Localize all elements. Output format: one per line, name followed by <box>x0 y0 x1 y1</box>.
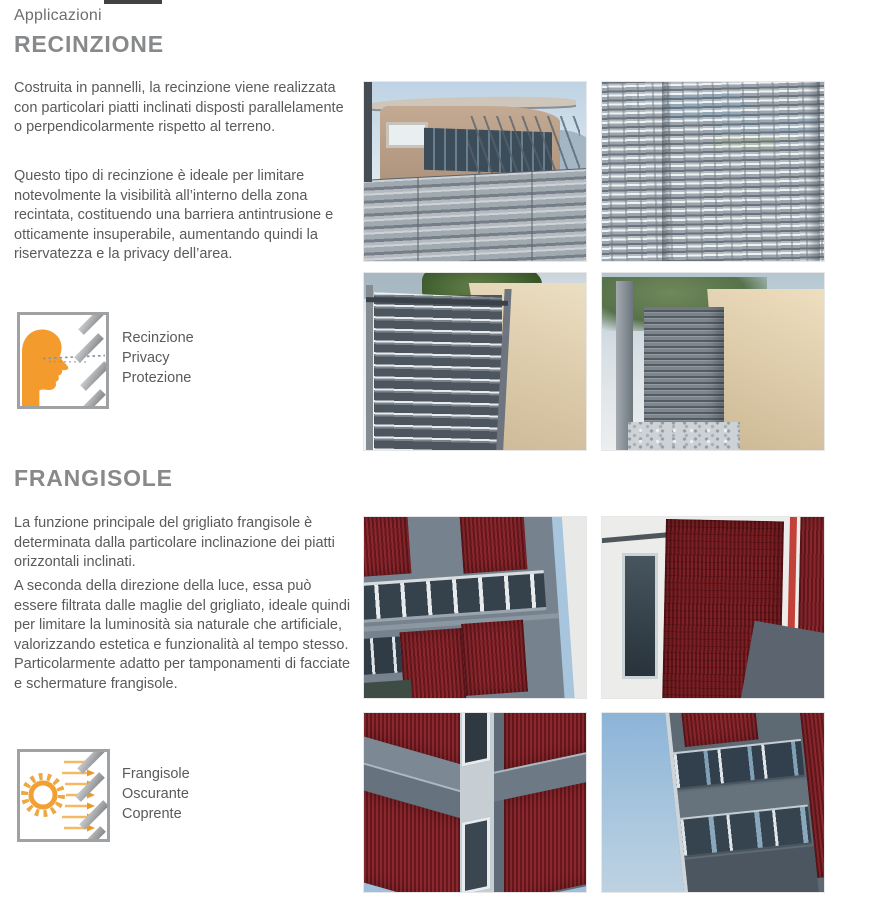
red-grating-panel <box>459 516 528 574</box>
section-title-recinzione: RECINZIONE <box>14 31 164 57</box>
frangisole-paragraph-1: La funzione principale del grigliato frangisole è determinata dalla particolare inclinazione dei piatti orizzontali inclinati. <box>14 515 335 570</box>
building-window <box>386 122 428 148</box>
photo-louver-fence-gravel-wall <box>601 272 825 451</box>
photo-red-grating-facade <box>363 516 587 699</box>
window-strip <box>363 636 402 676</box>
red-grating-panel <box>461 620 528 696</box>
photo-louver-gate-beside-wall <box>363 272 587 451</box>
canopy-struts <box>468 116 580 174</box>
sun-rays-grating-icon <box>17 749 110 842</box>
grating-cells <box>601 81 825 262</box>
icon-label: Protezione <box>122 370 192 386</box>
left-facade-plane <box>363 712 470 893</box>
frangisole-icon-labels <box>122 764 190 824</box>
icon-label: Frangisole <box>122 766 190 782</box>
louver-fence-panel <box>644 307 724 429</box>
icon-label: Privacy <box>122 350 170 366</box>
corner-window <box>462 817 490 893</box>
fence-post-shadow <box>808 82 820 261</box>
dark-glass-corner <box>363 680 414 699</box>
louver-gate-panel <box>374 295 502 451</box>
recinzione-icon-labels <box>122 328 194 388</box>
photo-grating-fence-closeup <box>601 81 825 262</box>
recinzione-paragraph-2: Questo tipo di recinzione è ideale per limitare notevolmente la visibilità all’interno della zona recintata, costituendo una barriera antintrusione e otticamente insuperabile, aumentando quindi la riservatezza e la privacy dell’area. <box>14 168 334 262</box>
corner-pole <box>364 82 372 182</box>
louver-fence <box>363 169 587 262</box>
photo-red-grating-closeup <box>601 516 825 699</box>
facade-tilted-view <box>363 516 587 699</box>
fence-post-shadow <box>662 82 671 261</box>
photo-grating-fence-with-building <box>363 81 587 262</box>
frangisole-paragraph-2: A seconda della direzione della luce, essa può essere filtrata dalle maglie del grigliato, ideale quindi per limitare la luminosità sia naturale che artificiale, valorizzando estetica e funzionalità al tempo stesso. Particolarmente adatto per tamponamenti di facciate e schermature frangisole. <box>14 578 351 692</box>
right-facade-plane <box>460 712 587 893</box>
photo-red-grating-building-corner <box>363 712 587 893</box>
red-grating-panel <box>363 516 411 578</box>
cropped-header-fragment <box>104 0 162 4</box>
red-grating-panel <box>504 779 587 893</box>
gray-facade-corner <box>739 621 825 699</box>
window <box>622 553 658 679</box>
recinzione-paragraph-1: Costruita in pannelli, la recinzione viene realizzata con particolari piatti inclinati disposti parallelamente o perpendicolarmente rispetto al terreno. <box>14 80 344 135</box>
red-grating-panel <box>363 789 470 893</box>
icon-label: Oscurante <box>122 786 189 802</box>
gravel-ground <box>628 422 740 451</box>
gray-facade <box>664 712 825 893</box>
privacy-face-grating-icon <box>17 312 109 409</box>
page-kicker: Applicazioni <box>14 7 102 24</box>
icon-label: Recinzione <box>122 330 194 346</box>
corner-window <box>462 712 490 767</box>
section-title-frangisole: FRANGISOLE <box>14 465 173 491</box>
gate-left-post <box>366 285 373 451</box>
red-grating-panel <box>680 712 759 747</box>
icon-label: Coprente <box>122 806 182 822</box>
photo-red-grating-facade-sky <box>601 712 825 893</box>
